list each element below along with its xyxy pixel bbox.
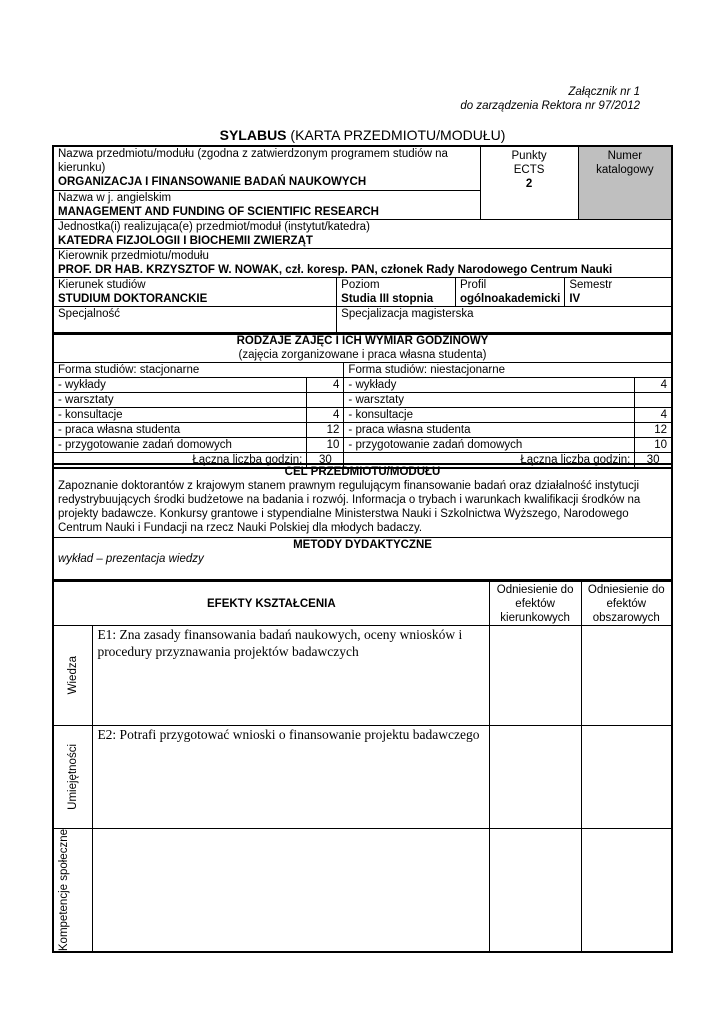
hours-left-label: - konsultacje: [53, 408, 307, 423]
total-left-label: Łączna liczba godzin:: [53, 453, 307, 469]
page-title: [0, 127, 725, 143]
outcome-category-cell: [53, 726, 93, 829]
outcome-text: E2: Potrafi przygotować wnioski o finansowanie projektu badawczego: [93, 726, 489, 829]
master-specialty-cell: [337, 306, 672, 334]
methods-text: wykład – prezentacja wiedzy: [58, 552, 204, 565]
level-cell: [337, 277, 456, 306]
title-bold: SYLABUS: [219, 127, 287, 143]
outcome-field-ref: [489, 626, 581, 726]
hours-right-label: - wykłady: [344, 378, 635, 393]
parttime-label: Forma studiów: niestacjonarne: [344, 363, 672, 378]
hours-right-value: 4: [635, 378, 672, 393]
outcome-category: Kompetencje społeczne: [58, 829, 71, 952]
methods-title: METODY DYDAKTYCZNE: [293, 538, 432, 551]
ects-label: Punkty ECTS: [511, 150, 547, 176]
outcome-area-ref: [581, 626, 672, 726]
goal-cell: [53, 464, 672, 537]
hours-right-label: - przygotowanie zadań domowych: [344, 438, 635, 453]
course-name-label: Nazwa przedmiotu/modułu (zgodna z zatwierdzonym programem studiów na kierunku): [58, 148, 448, 174]
hours-subtitle: (zajęcia zorganizowane i praca własna studenta): [238, 349, 487, 361]
hours-right-value: 10: [635, 438, 672, 453]
outcome-category-cell: [53, 626, 93, 726]
hours-title: RODZAJE ZAJĘĆ I ICH WYMIAR GODZINOWY: [236, 335, 489, 347]
hours-left-label: - wykłady: [53, 378, 307, 393]
outcome-category: Wiedza: [67, 656, 80, 695]
field-value: STUDIUM DOKTORANCKIE: [58, 292, 208, 305]
fulltime-label: Forma studiów: stacjonarne: [53, 363, 344, 378]
ects-value: 2: [525, 178, 533, 190]
goal-table: [52, 463, 673, 581]
hours-right-value: 12: [635, 423, 672, 438]
outcome-category: Umiejętności: [67, 744, 80, 810]
outcome-field-ref: [489, 829, 581, 953]
goal-title: CEL PRZEDMIOTU/MODUŁU: [284, 466, 441, 478]
hours-left-value: 10: [307, 438, 344, 453]
hours-table: [52, 332, 673, 469]
specialty-label: Specjalność: [58, 307, 121, 320]
unit-value: KATEDRA FIZJOLOGII I BIOCHEMII ZWIERZĄT: [58, 234, 313, 247]
field-cell: [53, 277, 337, 306]
annex-note: Załącznik nr 1: [568, 86, 640, 98]
outcome-area-ref: [581, 829, 672, 953]
head-label: Kierownik przedmiotu/modułu: [58, 249, 209, 262]
hours-left-label: - przygotowanie zadań domowych: [53, 438, 307, 453]
outcome-text: E1: Zna zasady finansowania badań naukowych, oceny wniosków i procedury przyznawania projektów badawczych: [93, 626, 489, 726]
field-label: Kierunek studiów: [58, 278, 146, 291]
hours-right-value: 4: [635, 408, 672, 423]
hours-left-value: 4: [307, 378, 344, 393]
methods-cell: [53, 537, 672, 580]
hours-right-label: - konsultacje: [344, 408, 635, 423]
course-info-table: [52, 145, 673, 335]
title-rest: (KARTA PRZEDMIOTU/MODUŁU): [286, 127, 506, 143]
outcome-category-cell: [53, 829, 93, 953]
hours-left-value: 12: [307, 423, 344, 438]
semester-label: Semestr: [569, 278, 613, 291]
ects-cell: [480, 146, 578, 219]
hours-left-label: - praca własna studenta: [53, 423, 307, 438]
course-name-en-label: Nazwa w j. angielskim: [58, 191, 172, 204]
unit-label: Jednostka(i) realizująca(e) przedmiot/moduł (instytut/katedra): [58, 220, 370, 233]
outcome-field-ref: [489, 726, 581, 829]
level-value: Studia III stopnia: [341, 292, 434, 305]
semester-value: IV: [569, 292, 581, 305]
course-name-cell: [53, 146, 480, 190]
specialty-cell: [53, 306, 337, 334]
outcomes-title: EFEKTY KSZTAŁCENIA: [53, 581, 489, 626]
level-label: Poziom: [341, 278, 380, 291]
catalog-number-cell: [578, 146, 672, 219]
unit-cell: [53, 219, 672, 248]
course-name-en-value: MANAGEMENT AND FUNDING OF SCIENTIFIC RESEARCH: [58, 205, 379, 218]
regulation-note: do zarządzenia Rektora nr 97/2012: [460, 100, 640, 112]
profile-value: ogólnoakademicki: [459, 292, 561, 305]
outcome-area-ref: [581, 726, 672, 829]
semester-cell: [565, 277, 672, 306]
head-cell: [53, 248, 672, 277]
hours-left-value: [307, 393, 344, 408]
profile-cell: [455, 277, 564, 306]
hours-left-label: - warsztaty: [53, 393, 307, 408]
outcomes-table: [52, 580, 673, 953]
catalog-label: Numer katalogowy: [596, 150, 654, 176]
total-right-value: 30: [635, 453, 672, 469]
hours-right-value: [635, 393, 672, 408]
goal-text: Zapoznanie doktorantów z krajowym stanem prawnym regulującym finansowanie badań oraz działalność instytucji redystrybuujących środki budżetowe na badania i rozwój. Informacja o trybach i warunkach kwalifikacji środków na projekty badawcze. Konkursy grantowe i stypendialne Ministerstwa Nauki i Szkolnictwa Wyższego, Narodowego Centrum Nauki i Fundacji na rzecz Nauki Polskiej dla młodych badaczy.: [58, 480, 641, 534]
outcomes-col-area: Odniesienie do efektów obszarowych: [581, 581, 672, 626]
hours-left-value: 4: [307, 408, 344, 423]
course-name-value: ORGANIZACJA I FINANSOWANIE BADAŃ NAUKOWYCH: [58, 176, 367, 188]
profile-label: Profil: [459, 278, 487, 291]
master-specialty-label: Specjalizacja magisterska: [341, 307, 474, 320]
hours-header: [53, 333, 672, 363]
outcomes-col-field: Odniesienie do efektów kierunkowych: [489, 581, 581, 626]
hours-right-label: - praca własna studenta: [344, 423, 635, 438]
outcome-text: [93, 829, 489, 953]
hours-right-label: - warsztaty: [344, 393, 635, 408]
head-value: PROF. DR HAB. KRZYSZTOF W. NOWAK, czł. koresp. PAN, członek Rady Narodowego Centrum Nauki: [58, 263, 613, 276]
total-left-value: 30: [307, 453, 344, 469]
total-right-label: Łączna liczba godzin:: [344, 453, 635, 469]
course-name-en-cell: [53, 190, 480, 219]
